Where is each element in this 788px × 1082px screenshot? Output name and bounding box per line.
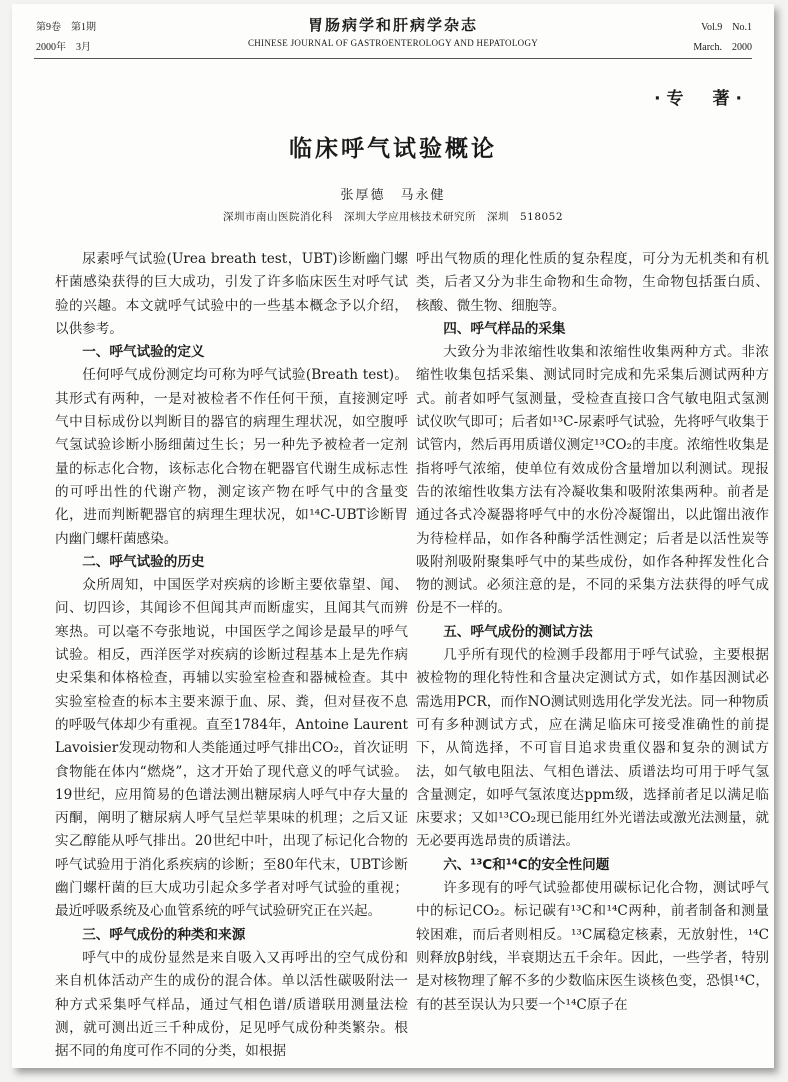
paragraph: 呼出气物质的理化性质的复杂程度，可分为无机类和有机类，后者又分为非生命物和生命物，生命物包括蛋白质、核酸、微生物、细胞等。 — [416, 251, 769, 314]
section-heading: 六、¹³C和¹⁴C的安全性问题 — [443, 856, 610, 873]
left-column — [55, 248, 408, 1063]
header-rule — [34, 58, 752, 59]
section-heading: 二、呼气试验的历史 — [82, 553, 205, 570]
section-heading: 三、呼气成份的种类和来源 — [82, 926, 246, 943]
journal-title-cn: 胃肠病学和肝病学杂志 — [307, 16, 478, 34]
column-tag: ·专 著· — [654, 89, 748, 109]
paragraph: 几乎所有现代的检测手段都用于呼气试验，主要根据被检物的理化特性和含量决定测试方式，如作基因测试必需选用PCR，而作NO测试则选用化学发光法。同一种物质可有多种测试方式，应在满足临床可接受准确性的前提下，从简选择，不可盲目追求贵重仪器和复杂的测试方法，如气敏电阻法、气相色谱法、质谱法均可用于呼气氢含量测定，如呼气氢浓度达ppm级，选择前者足以满足临床要求；又如¹³CO₂现已能用红外光谱法或激光法测量，就无必要再选昂贵的质谱法。 — [416, 647, 769, 850]
section-heading: 五、呼气成份的测试方法 — [443, 623, 593, 640]
volume-issue-en: Vol.9 No.1 — [701, 22, 752, 33]
paragraph: 众所周知，中国医学对疾病的诊断主要依靠望、闻、问、切四诊，其闻诊不但闻其声而断虚实，且闻其气而辨寒热。可以毫不夸张地说，中国医学之闻诊是最早的呼气试验。相反，西洋医学对疾病的诊断过程基本上是先作病史采集和体格检查，再辅以实验室检查和器械检查。其中实验室检查的标本主要来源于血、尿、粪，但对昼夜不息的呼吸气体却少有重视。直至1784年，Antoine Laurent Lavoisier发现动物和人类能通过呼气排出CO₂，首次证明食物能在体内“燃烧”，这才开始了现代意义的呼气试验。19世纪，应用简易的色谱法测出糖尿病人呼气中存大量的丙酮，阐明了糖尿病人呼气呈烂苹果味的机理；之后又证实乙醇能从呼气排出。20世纪中叶，出现了标记化合物的呼气试验用于消化系疾病的诊断；至80年代末，UBT诊断幽门螺杆菌的巨大成功引起众多学者对呼气试验的重视；最近呼吸系统及心血管系统的呼气试验研究正在兴起。 — [55, 577, 408, 920]
authors: 张厚德 马永健 — [340, 188, 446, 203]
paragraph: 大致分为非浓缩性收集和浓缩性收集两种方式。非浓缩性收集包括采集、测试同时完成和先采集后测试两种方式。前者如呼气氢测量，受检查直接口含气敏电阻式氢测试仪吹气即可；后者如¹³C-尿素呼气试验，先将呼气收集于试管内，然后再用质谱仪测定¹³CO₂的丰度。浓缩性收集是指将呼气浓缩，使单位有效成份含量增加以利测试。现报告的浓缩性收集方法有冷凝收集和吸附浓集两种。前者是通过各式冷凝器将呼气中的水份冷凝馏出，以此馏出液作为待检样品，如作各种酶学活性测定；后者是以活性炭等吸附剂吸附聚集呼气中的某些成份，如作各种挥发性化合物的测试。必须注意的是，不同的采集方法获得的呼气成份是不一样的。 — [416, 344, 769, 617]
running-header — [12, 4, 774, 64]
paragraph: 任何呼气成份测定均可称为呼气试验(Breath test)。其形式有两种，一是对被检者不作任何干预，直接测定呼气中目标成份以判断目的器官的病理生理状况，如空腹呼气氢试验诊断小肠细菌过生长；另一种先予被检者一定剂量的标志化合物，该标志化合物在靶器官代谢生成标志性的可呼出性的代谢产物，测定该产物在呼气中的含量变化，进而判断靶器官的病理生理状况，如¹⁴C-UBT诊断胃内幽门螺杆菌感染。 — [55, 367, 408, 547]
paragraph: 尿素呼气试验(Urea breath test，UBT)诊断幽门螺杆菌感染获得的巨大成功，引发了许多临床医生对呼气试验的兴趣。本文就呼气试验中的一些基本概念予以介绍，以供参考。 — [55, 251, 408, 337]
section-heading: 四、呼气样品的采集 — [443, 320, 566, 337]
affiliation: 深圳市南山医院消化科 深圳大学应用核技术研究所 深圳 518052 — [222, 211, 564, 223]
journal-title-en: CHINESE JOURNAL OF GASTROENTEROLOGY AND HEPATOLOGY — [247, 38, 539, 48]
volume-issue-cn: 第9卷 第1期 — [36, 22, 96, 33]
section-heading: 一、呼气试验的定义 — [82, 344, 205, 361]
right-column — [416, 248, 769, 1017]
paragraph: 许多现有的呼气试验都使用碳标记化合物，测试呼气中的标记CO₂。标记碳有¹³C和¹⁴C两种，前者制备和测量较困难，而后者则相反。¹³C属稳定核素，无放射性，¹⁴C则释放β射线，半衰期达五千余年。因此，一些学者，特别是对核物理了解不多的少数临床医生谈核色变，恐惧¹⁴C，有的甚至误认为只要一个¹⁴C原子在 — [416, 880, 769, 1013]
journal-page — [12, 4, 774, 1068]
paragraph: 呼气中的成份显然是来自吸入又再呼出的空气成份和来自机体活动产生的成份的混合体。单以活性碳吸附法一种方式采集呼气样品，通过气相色谱/质谱联用测量法检测，就可测出近三千种成份，足见呼气成份种类繁杂。根据不同的角度可作不同的分类，如根据 — [55, 949, 408, 1060]
date-cn: 2000年 3月 — [36, 42, 91, 53]
date-en: March. 2000 — [693, 42, 752, 53]
article-title: 临床呼气试验概论 — [289, 136, 497, 162]
